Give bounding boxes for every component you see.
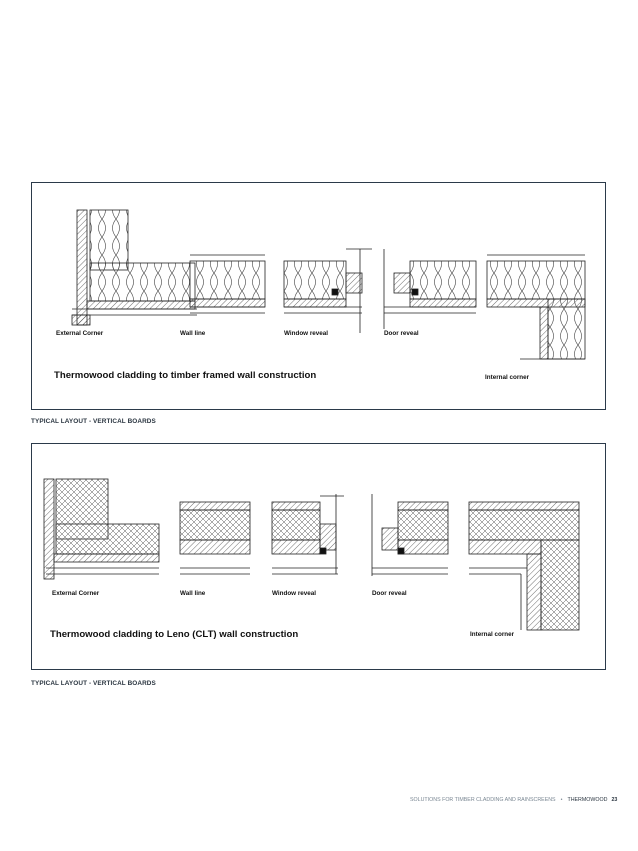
detail-label-wall-line: Wall line: [180, 330, 206, 337]
footer-series: SOLUTIONS FOR TIMBER CLADDING AND RAINSCREENS: [410, 797, 556, 803]
detail-label-external-corner: External Corner: [56, 330, 104, 337]
detail-label-door-reveal: Door reveal: [372, 590, 407, 597]
detail-label-internal-corner: Internal corner: [485, 374, 530, 381]
detail-label-door-reveal: Door reveal: [384, 330, 419, 337]
drawing-title: Thermowood cladding to timber framed wall construction: [54, 370, 317, 381]
footer-separator: •: [560, 797, 563, 803]
page-footer: [410, 797, 618, 803]
footer-brand: THERMOWOOD: [567, 797, 608, 803]
page-number: 23: [611, 797, 618, 803]
detail-label-window-reveal: Window reveal: [272, 590, 317, 597]
detail-panel-clt: [31, 443, 606, 670]
drawing-title: Thermowood cladding to Leno (CLT) wall construction: [50, 629, 299, 640]
detail-label-wall-line: Wall line: [180, 590, 206, 597]
panel-caption: TYPICAL LAYOUT - VERTICAL BOARDS: [31, 418, 156, 425]
detail-panel-timber-frame: [31, 182, 606, 410]
panel-caption: TYPICAL LAYOUT - VERTICAL BOARDS: [31, 680, 156, 687]
detail-label-window-reveal: Window reveal: [284, 330, 329, 337]
detail-label-external-corner: External Corner: [52, 590, 100, 597]
detail-label-internal-corner: Internal corner: [470, 631, 515, 638]
